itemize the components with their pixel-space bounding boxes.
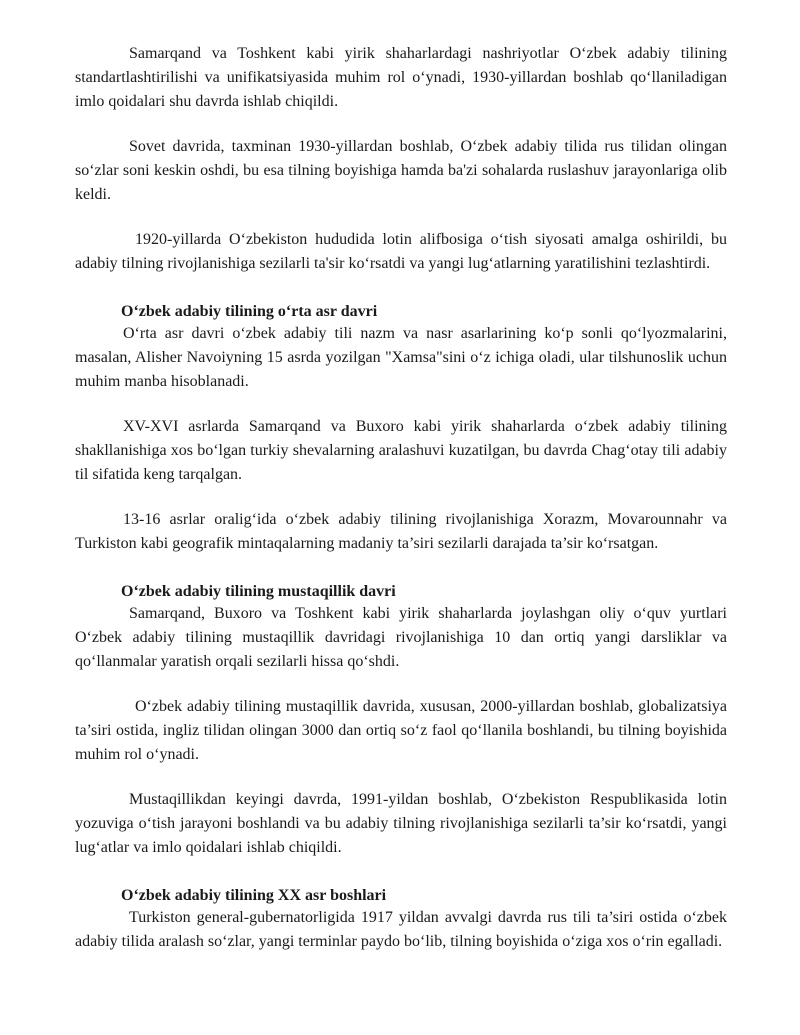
paragraph: 1920-yillarda O‘zbekiston hududida lotin alifbosiga o‘tish siyosati amalga oshirildi, bu adabiy tilning rivojlanishiga sezilarli ta'sir ko‘rsatdi va yangi lug‘atlarning yaratilishini tezlashtirdi. (75, 231, 727, 272)
section-heading: O‘zbek adabiy tilining o‘rta asr davri (121, 303, 378, 320)
paragraph: Samarqand, Buxoro va Toshkent kabi yirik shaharlarda joylashgan oliy o‘quv yurtlari O‘zbek adabiy tilining mustaqillik davridagi rivojlanishiga 10 dan ortiq yangi darsliklar va qo‘llanmalar yaratish orqali sezilarli hissa qo‘shdi. (75, 605, 727, 670)
document-page (75, 42, 727, 954)
paragraph: O‘rta asr davri o‘zbek adabiy tili nazm va nasr asarlarining ko‘p sonli qo‘lyozmalarini, masalan, Alisher Navoiyning 15 asrda yozilgan "Xamsa"sini o‘z ichiga oladi, ular tilshunoslik uchun muhim manba hisoblanadi. (75, 325, 727, 390)
paragraph: Samarqand va Toshkent kabi yirik shaharlardagi nashriyotlar O‘zbek adabiy tilining standartlashtirilishi va unifikatsiyasida muhim rol o‘ynadi, 1930-yillardan boshlab qo‘llaniladigan imlo qoidalari shu davrda ishlab chiqildi. (75, 45, 727, 110)
section-heading: O‘zbek adabiy tilining XX asr boshlari (121, 887, 387, 904)
paragraph: 13-16 asrlar oralig‘ida o‘zbek adabiy tilining rivojlanishiga Xorazm, Movarounnahr va Turkiston kabi geografik mintaqalarning madaniy ta’siri sezilarli darajada ta’sir ko‘rsatgan. (75, 511, 727, 552)
paragraph: Sovet davrida, taxminan 1930-yillardan boshlab, O‘zbek adabiy tilida rus tilidan olingan so‘zlar soni keskin oshdi, bu esa tilning boyishiga hamda ba'zi sohalarda ruslashuv jarayonlariga olib keldi. (75, 138, 727, 203)
paragraph: O‘zbek adabiy tilining mustaqillik davrida, xususan, 2000-yillardan boshlab, globalizatsiya ta’siri ostida, ingliz tilidan olingan 3000 dan ortiq so‘z faol qo‘llanila boshlandi, bu tilning boyishida muhim rol o‘ynadi. (75, 698, 727, 763)
paragraph: XV-XVI asrlarda Samarqand va Buxoro kabi yirik shaharlarda o‘zbek adabiy tilining shakllanishiga xos bo‘lgan turkiy shevalarning aralashuvi kuzatilgan, bu davrda Chag‘otay tili adabiy til sifatida keng tarqalgan. (75, 418, 727, 483)
section-heading: O‘zbek adabiy tilining mustaqillik davri (121, 583, 396, 600)
paragraph: Turkiston general-gubernatorligida 1917 yildan avvalgi davrda rus tili ta’siri ostida o‘zbek adabiy tilida aralash so‘zlar, yangi terminlar paydo bo‘lib, tilning boyishida o‘ziga xos o‘rin egalladi. (75, 909, 727, 950)
paragraph: Mustaqillikdan keyingi davrda, 1991-yildan boshlab, O‘zbekiston Respublikasida lotin yozuviga o‘tish jarayoni boshlandi va bu adabiy tilning rivojlanishiga sezilarli ta’sir ko‘rsatdi, yangi lug‘atlar va imlo qoidalari ishlab chiqildi. (75, 791, 727, 856)
